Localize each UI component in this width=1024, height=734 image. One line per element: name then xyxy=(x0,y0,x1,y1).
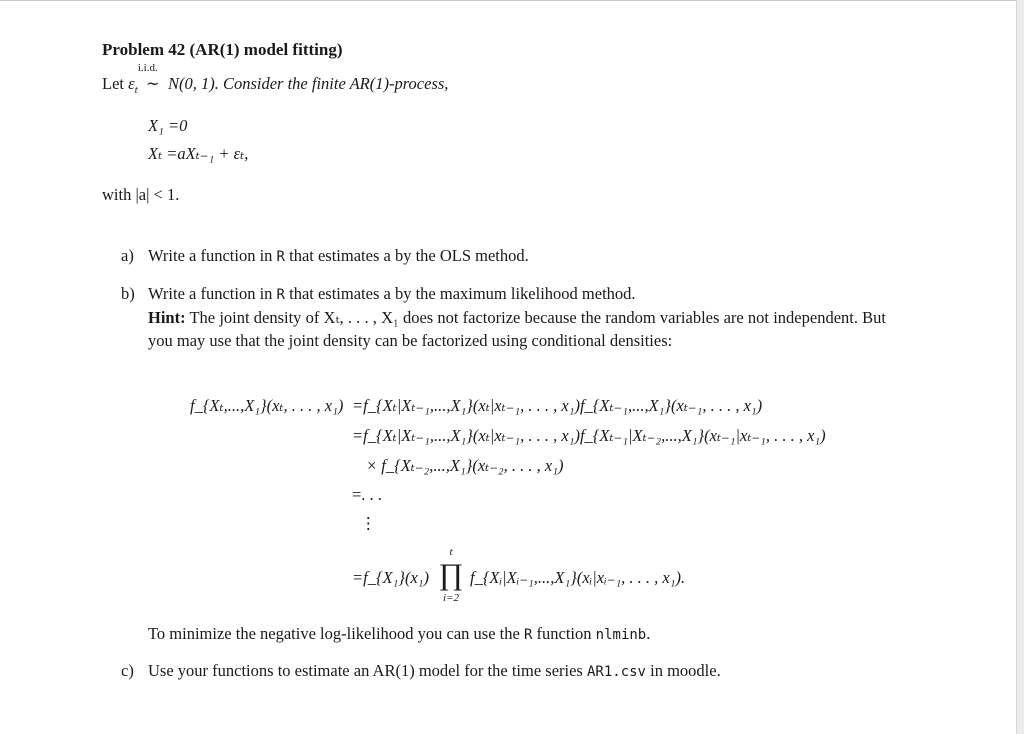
intro-line xyxy=(102,62,449,96)
item-b-post: that estimates a by the maximum likelihood method. xyxy=(284,284,636,303)
nlminb-note xyxy=(148,624,650,644)
top-border xyxy=(0,0,1024,1)
tilde-symbol: ∼ xyxy=(145,74,160,93)
equation-x1: X₁ =0 xyxy=(148,116,188,135)
derivation-lhs: f_{Xₜ,...,X₁}(xₜ, . . . , x₁) xyxy=(190,396,344,415)
item-a-code: R xyxy=(276,249,285,265)
vertical-dots: ⋮ xyxy=(360,514,377,533)
problem-title: Problem 42 (AR(1) model fitting) xyxy=(102,40,343,59)
intro-let: Let xyxy=(102,74,129,93)
product-symbol: ∏ xyxy=(438,558,464,591)
item-b-text xyxy=(148,284,636,304)
item-b-label: b) xyxy=(121,284,135,303)
epsilon-subscript: t xyxy=(134,84,138,96)
iid-tilde xyxy=(137,62,164,94)
equation-xt: Xₜ =aXₜ₋₁ + εₜ, xyxy=(148,144,249,163)
scrollbar[interactable] xyxy=(1016,0,1024,734)
hint-paragraph xyxy=(148,306,886,352)
product-lower: i=2 xyxy=(443,592,459,604)
item-c-code: AR1.csv xyxy=(586,664,646,680)
derivation-line-3: × f_{Xₜ₋₂,...,X₁}(xₜ₋₂, . . . , x₁) xyxy=(366,456,564,475)
nlm-post: . xyxy=(646,624,651,643)
item-c-post: in moodle. xyxy=(646,661,721,680)
nlm-code-r: R xyxy=(523,627,533,643)
item-c-label: c) xyxy=(121,661,134,680)
item-a-post: that estimates a by the OLS method. xyxy=(284,246,529,265)
hint-text: The joint density of Xₜ, . . . , X₁ does not factorize because the random variables are not independent. But you may use that the joint density can be factorized using conditional densities: xyxy=(148,308,886,350)
item-c-text xyxy=(148,661,721,681)
item-a-pre: Write a function in xyxy=(148,246,277,265)
item-a-label: a) xyxy=(121,246,134,265)
derivation-last-pre: =f_{X₁}(x₁) xyxy=(352,568,430,587)
epsilon-symbol: ε xyxy=(128,74,135,93)
hint-label: Hint: xyxy=(148,308,186,327)
nlm-code-nlminb: nlminb xyxy=(595,627,647,643)
nlm-pre: To minimize the negative log-likelihood you can use the xyxy=(148,624,524,643)
iid-label: i.i.d. xyxy=(137,62,158,74)
item-b-pre: Write a function in xyxy=(148,284,277,303)
derivation-last-post: f_{Xᵢ|Xᵢ₋₁,...,X₁}(xᵢ|xᵢ₋₁, . . . , x₁). xyxy=(470,568,686,587)
item-a-text xyxy=(148,246,529,266)
item-c-pre: Use your functions to estimate an AR(1) model for the time series xyxy=(148,661,587,680)
product-upper: t xyxy=(449,546,453,558)
item-b-code: R xyxy=(276,287,285,303)
derivation-line-2: =f_{Xₜ|Xₜ₋₁,...,X₁}(xₜ|xₜ₋₁, . . . , x₁)f_{Xₜ₋₁|Xₜ₋₂,...,X₁}(xₜ₋₁|xₜ₋₁, . . . , x₁) xyxy=(352,426,826,445)
derivation-line-4: =. . . xyxy=(352,485,382,504)
with-condition: with |a| < 1. xyxy=(102,185,180,204)
intro-distribution: N(0, 1). Consider the finite AR(1)-process, xyxy=(167,74,449,93)
derivation-line-1: =f_{Xₜ|Xₜ₋₁,...,X₁}(xₜ|xₜ₋₁, . . . , x₁)f_{Xₜ₋₁,...,X₁}(xₜ₋₁, . . . , x₁) xyxy=(352,396,763,415)
nlm-mid: function xyxy=(532,624,596,643)
